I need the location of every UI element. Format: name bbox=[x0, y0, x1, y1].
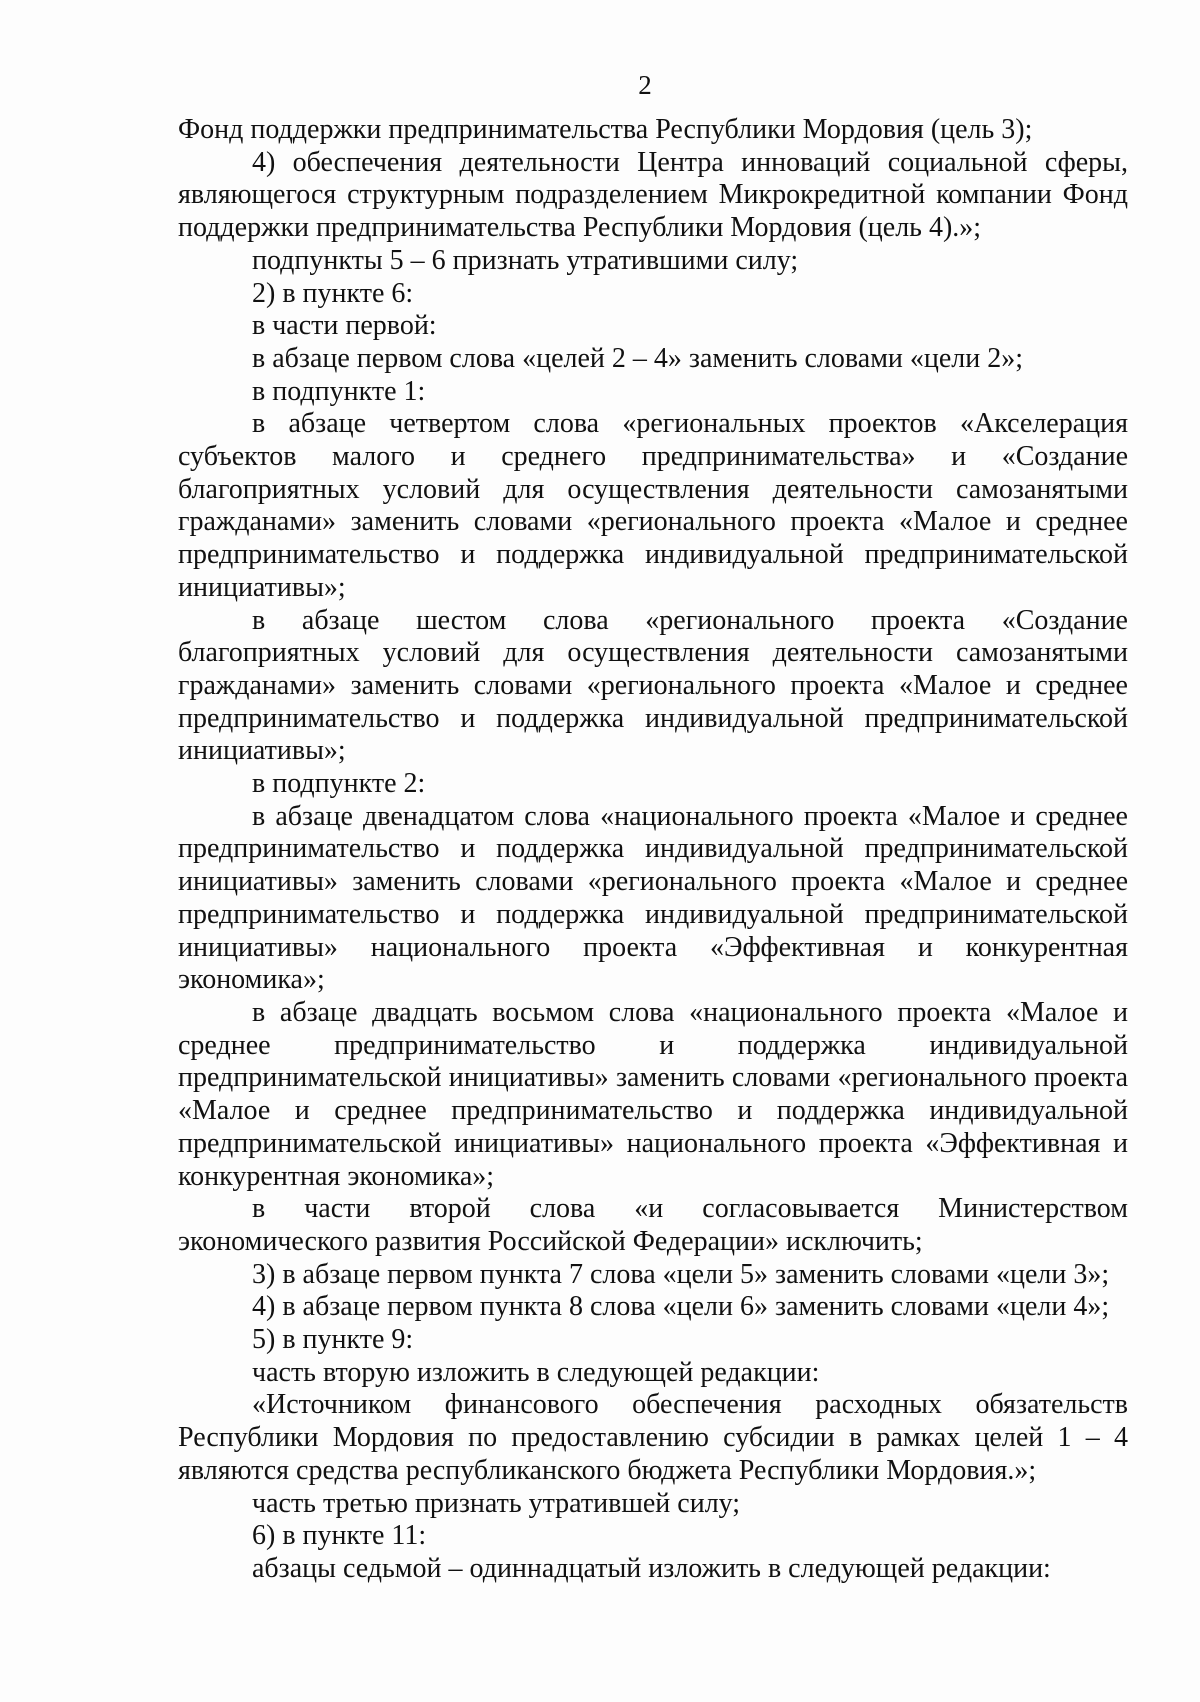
paragraph-6: в абзаце первом слова «целей 2 – 4» заменить словами «цели 2»; bbox=[252, 342, 1024, 374]
paragraph-10: в подпункте 2: bbox=[252, 768, 426, 800]
paragraph-21: абзацы седьмой – одиннадцатый изложить в следующей редакции: bbox=[252, 1552, 1051, 1584]
paragraph-19: часть третью признать утратившей силу; bbox=[252, 1487, 741, 1519]
paragraph-11: в абзаце двенадцатом слова «национального проекта «Малое и среднее предпринимательство и поддержка индивидуальной предпринимательской инициативы» заменить словами «регионального проекта «Малое и среднее предпринимательство и поддержка индивидуальной предпринимательской инициативы» национального проекта «Эффективная и конкурентная экономика»; bbox=[178, 800, 1128, 996]
paragraph-15: 4) в абзаце первом пункта 8 слова «цели 6» заменить словами «цели 4»; bbox=[252, 1291, 1110, 1323]
paragraph-3: подпункты 5 – 6 признать утратившими силу; bbox=[252, 244, 799, 276]
paragraph-17: часть вторую изложить в следующей редакции: bbox=[252, 1356, 820, 1388]
page-number: 2 bbox=[638, 70, 652, 100]
paragraph-1: Фонд поддержки предпринимательства Республики Мордовия (цель 3); bbox=[178, 114, 1033, 145]
paragraph-8: в абзаце четвертом слова «региональных проектов «Акселерация субъектов малого и среднего предпринимательства» и «Создание благоприятных условий для осуществления деятельности самозанятыми гражданами» заменить словами «регионального проекта «Малое и среднее предпринимательство и поддержка индивидуальной предпринимательской инициативы»; bbox=[178, 408, 1128, 603]
paragraph-9: в абзаце шестом слова «регионального проекта «Создание благоприятных условий для осуществления деятельности самозанятыми гражданами» заменить словами «регионального проекта «Малое и среднее предпринимательство и поддержка индивидуальной предпринимательской инициативы»; bbox=[178, 604, 1128, 767]
paragraph-13: в части второй слова «и согласовывается Министерством экономического развития Российской Федерации» исключить; bbox=[178, 1193, 1128, 1257]
paragraph-16: 5) в пункте 9: bbox=[252, 1324, 414, 1356]
paragraph-2: 4) обеспечения деятельности Центра инноваций социальной сферы, являющегося структурным подразделением Микрокредитной компании Фонд поддержки предпринимательства Республики Мордовия (цель 4).»; bbox=[178, 146, 1128, 244]
document-body bbox=[178, 114, 1128, 1586]
paragraph-18: «Источником финансового обеспечения расходных обязательств Республики Мордовия по предоставлению субсидии в рамках целей 1 – 4 являются средства республиканского бюджета Республики Мордовия.»; bbox=[178, 1389, 1128, 1486]
paragraph-14: 3) в абзаце первом пункта 7 слова «цели 5» заменить словами «цели 3»; bbox=[252, 1258, 1110, 1290]
paragraph-5: в части первой: bbox=[252, 310, 437, 342]
paragraph-12: в абзаце двадцать восьмом слова «национального проекта «Малое и среднее предпринимательство и поддержка индивидуальной предпринимательской инициативы» заменить словами «регионального проекта «Малое и среднее предпринимательство и поддержка индивидуальной предпринимательской инициативы» национального проекта «Эффективная и конкурентная экономика»; bbox=[178, 996, 1128, 1192]
paragraph-7: в подпункте 1: bbox=[252, 375, 426, 407]
paragraph-20: 6) в пункте 11: bbox=[252, 1520, 427, 1552]
paragraph-4: 2) в пункте 6: bbox=[252, 277, 414, 309]
